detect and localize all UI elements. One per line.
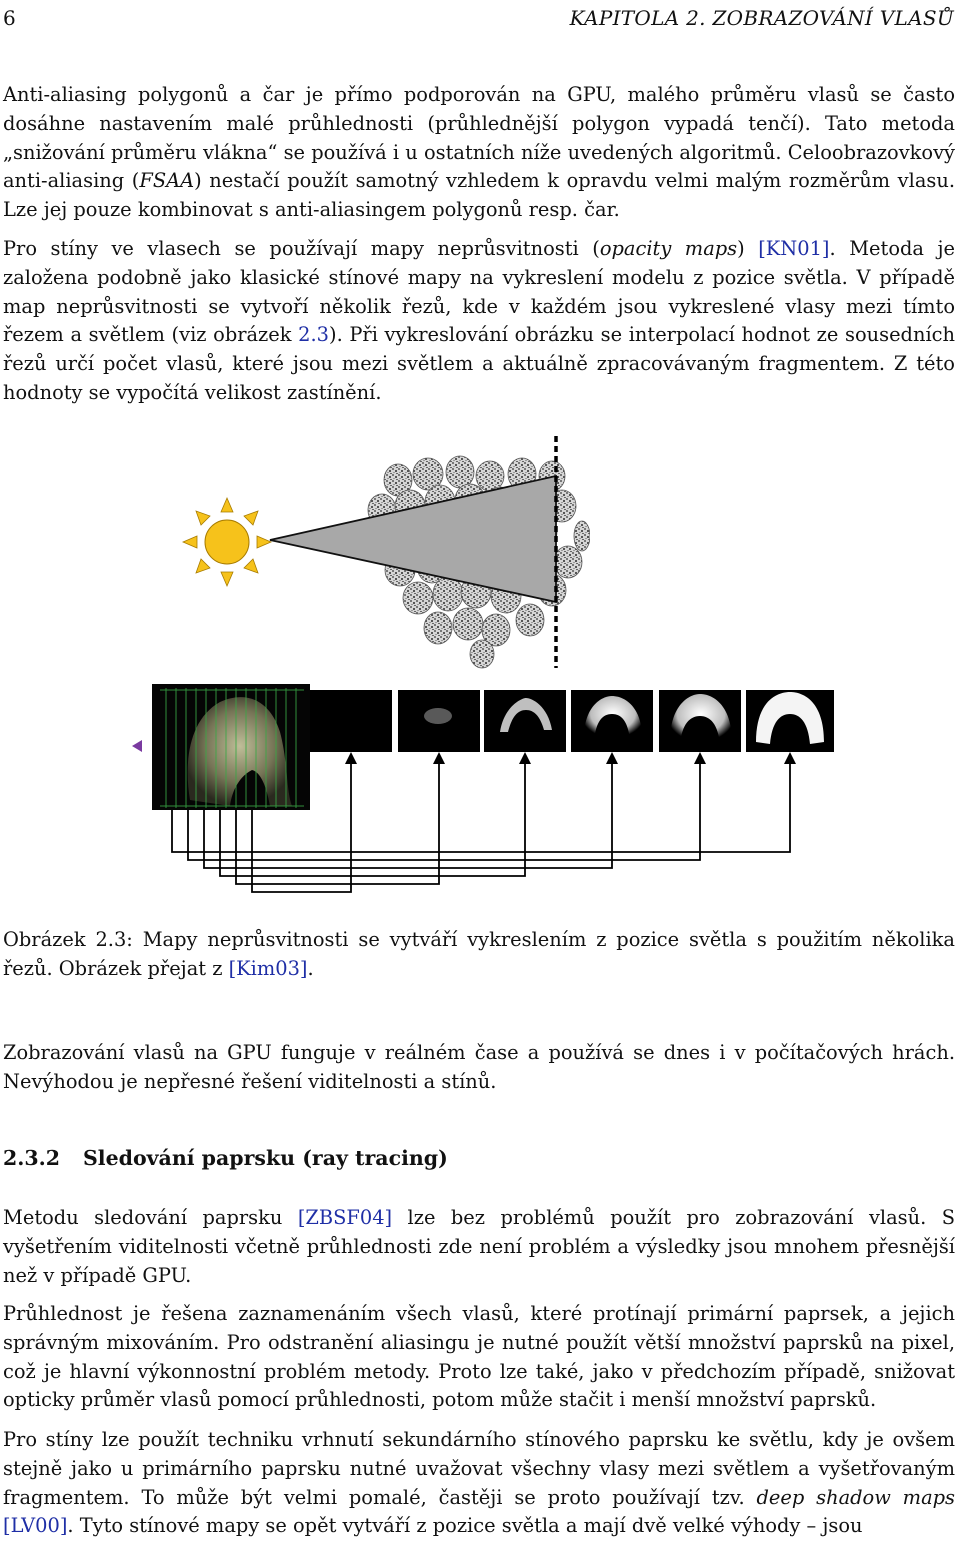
opacity-map-thumbnails <box>310 690 834 752</box>
paragraph-antialiasing <box>3 81 955 225</box>
figure-opacity-maps <box>120 680 840 902</box>
hair-volume-image <box>132 684 310 810</box>
paragraph-shadows <box>3 1426 955 1541</box>
text: Pro stíny lze použít techniku vrhnutí sekundárního stínového paprsku ke světlu, kdy je ovšem stejně jako u primárního paprsku nutné uvažovat všechny vlasy mezi světlem a vyšetřovaným fragmentem. To může být velmi pomalé, častěji se proto používají tzv. <box>3 1428 955 1509</box>
citation-link[interactable]: [ZBSF04] <box>297 1206 393 1229</box>
citation-link[interactable]: [LV00] <box>3 1514 68 1538</box>
citation-link[interactable]: [Kim03] <box>228 956 308 980</box>
emphasis: opacity maps <box>599 237 738 260</box>
sun-icon <box>183 498 271 586</box>
text: ). Při vykreslování obrázku se interpolací hodnot ze sousedních řezů určí počet vlasů, které jsou mezi světlem a aktuálně zpracovávaným fragmentem. Z této hodnoty se vypočítá velikost zastínění. <box>3 323 956 404</box>
section-number: 2.3.2 <box>3 1146 61 1170</box>
chapter-title: KAPITOLA 2. ZOBRAZOVÁNÍ VLASŮ <box>569 6 954 30</box>
figure-ref-link[interactable]: 2.3 <box>298 323 329 347</box>
citation-link[interactable]: [KN01] <box>758 237 830 260</box>
text: ) nestačí použít samotný vzhledem k opravdu velmi malým rozměrům vlasu. Lze jej pouze kombinovat s anti-aliasingem polygonů resp. čar. <box>3 169 955 222</box>
figure-caption <box>3 926 955 984</box>
emphasis: FSAA <box>139 169 195 193</box>
emphasis: deep shadow maps <box>756 1485 955 1509</box>
text: . Metoda je založena podobně jako klasické stínové mapy na vykreslení modelu z pozice světla. V případě map neprůsvitnosti se vytvoří několik řezů, kde v každém jsou vykreslené vlasy mezi tímto řezem a světlem (viz obrázek <box>3 237 956 347</box>
text: . <box>307 956 314 980</box>
text: ) <box>737 237 759 260</box>
text: Metodu sledování paprsku <box>3 1206 298 1229</box>
text: . Tyto stínové mapy se opět vytváří z pozice světla a mají dvě velké výhody – jsou <box>67 1514 863 1538</box>
section-heading <box>3 1146 448 1170</box>
text: Obrázek 2.3: Mapy neprůsvitnosti se vytváří vykreslením z pozice světla s použitím několika řezů. Obrázek přejat z <box>3 928 955 980</box>
section-title: Sledování paprsku (ray tracing) <box>83 1146 448 1170</box>
paragraph-opacity-maps <box>3 235 955 408</box>
page-number: 6 <box>3 6 16 30</box>
paragraph-ray-tracing <box>3 1204 955 1290</box>
text: lze bez problémů použít pro zobrazování vlasů. S vyšetřením viditelnosti včetně průhlednosti zde není problém a výsledky jsou mnohem přesnější než v případě GPU. <box>3 1206 956 1287</box>
paragraph-transparency: Průhlednost je řešena zaznamenáním všech vlasů, které protínají primární paprsek, a jejich správným mixováním. Pro odstranění aliasingu je nutné použít větší množství paprsků na pixel, což je hlavní výkonnostní problém metody. Proto lze také, jako v předchozím případě, snižovat opticky průměr vlasů pomocí průhlednosti, potom může stačit i menší množství paprsků. <box>3 1302 955 1412</box>
page-header <box>3 6 954 36</box>
arrow-heads <box>345 752 796 764</box>
paragraph-gpu-summary: Zobrazování vlasů na GPU funguje v reálném čase a používá se dnes i v počítačových hrách. Nevýhodou je nepřesné řešení viditelnosti a stínů. <box>3 1041 955 1093</box>
figure-light-slices <box>170 432 590 672</box>
text: Pro stíny ve vlasech se používají mapy neprůsvitnosti ( <box>3 237 600 260</box>
text: Anti-aliasing polygonů a čar je přímo podporován na GPU, malého průměru vlasů se často dosáhne nastavením malé průhlednosti (průhlednější polygon vypadá tenčí). Tato metoda „snižování průměru vlákna“ se používá i u ostatních níže uvedených algoritmů. Celoobrazovkový anti-aliasing ( <box>3 83 955 193</box>
